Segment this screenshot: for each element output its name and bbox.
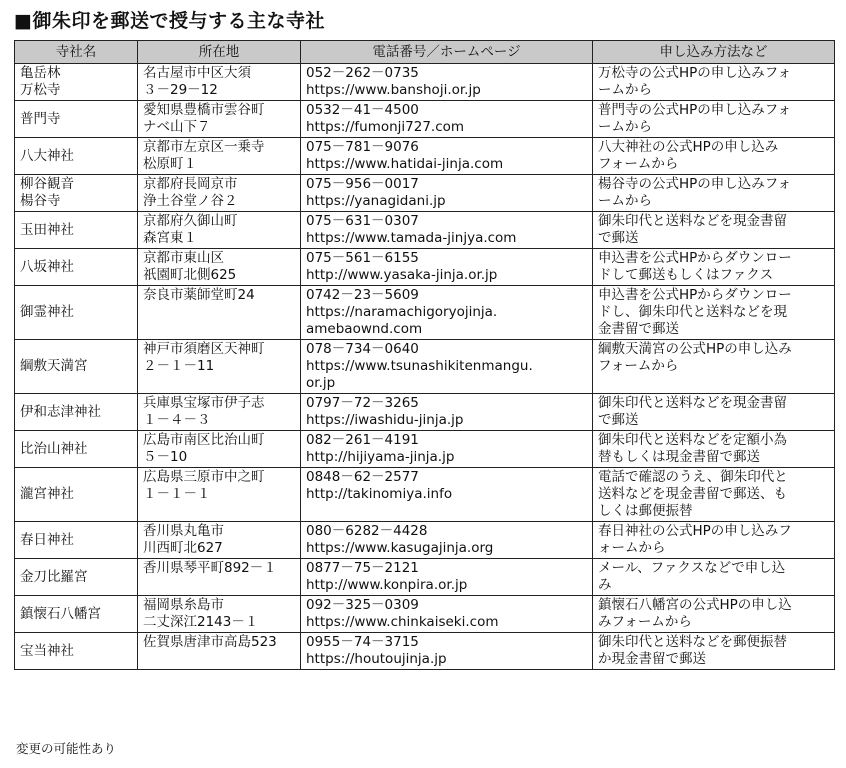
homepage-url-line: https://www.banshoji.or.jp xyxy=(306,82,481,98)
shrine-name-line: 御霊神社 xyxy=(20,304,74,320)
phone-number: 075－561－6155 xyxy=(306,250,419,266)
table-row xyxy=(15,468,835,522)
address-line: ５－10 xyxy=(143,449,188,465)
shrine-name-line: 八大神社 xyxy=(20,147,74,164)
cell-address xyxy=(138,286,301,340)
method-line: 御朱印代と送料などを定額小為 xyxy=(598,432,787,448)
shrine-name-line: 柳谷観音 xyxy=(20,176,74,192)
shrine-name-line: 楊谷寺 xyxy=(20,193,61,209)
method-line: 綱敷天満宮の公式HPの申し込み xyxy=(598,341,792,357)
table-row xyxy=(15,596,835,633)
address-line: 愛知県豊橋市雲谷町 xyxy=(143,102,265,118)
address-line: 兵庫県宝塚市伊子志 xyxy=(143,395,265,411)
cell-address xyxy=(138,138,301,175)
address-line: 佐賀県唐津市高島523 xyxy=(143,634,277,650)
shrine-name-line: 八坂神社 xyxy=(20,258,74,275)
method-line: 春日神社の公式HPの申し込みフ xyxy=(598,523,792,539)
header-row xyxy=(15,41,835,64)
table-row xyxy=(15,286,835,340)
method-line: 八大神社の公式HPの申し込み xyxy=(598,139,779,155)
homepage-url-line: https://fumonji727.com xyxy=(306,119,465,135)
table-row xyxy=(15,522,835,559)
phone-number: 075－956－0017 xyxy=(306,176,419,192)
phone-number: 0955－74－3715 xyxy=(306,634,419,650)
homepage-url-line: https://houtoujinja.jp xyxy=(306,651,447,667)
address-line: 京都府久御山町 xyxy=(143,213,238,229)
shrine-name-line: 瀧宮神社 xyxy=(20,486,74,502)
address-line: １－１－１ xyxy=(143,486,211,502)
cell-method xyxy=(593,431,835,468)
homepage-url-line: http://takinomiya.info xyxy=(306,486,453,502)
cell-address xyxy=(138,431,301,468)
header-name: 寺社名 xyxy=(15,41,138,64)
cell-method xyxy=(593,212,835,249)
phone-number: 0848－62－2577 xyxy=(306,469,419,485)
cell-method xyxy=(593,522,835,559)
table-row xyxy=(15,175,835,212)
footnote: 変更の可能性あり xyxy=(16,741,117,756)
phone-number: 092－325－0309 xyxy=(306,597,419,613)
cell-contact xyxy=(301,138,593,175)
homepage-url-line: or.jp xyxy=(306,375,336,391)
method-line: ドして郵送もしくはファクス xyxy=(598,267,774,283)
cell-address xyxy=(138,175,301,212)
cell-address xyxy=(138,468,301,522)
cell-method xyxy=(593,340,835,394)
cell-address xyxy=(138,633,301,670)
address-line: １－４－３ xyxy=(143,412,211,428)
shrine-name-line: 金刀比羅宮 xyxy=(20,568,88,585)
cell-address xyxy=(138,340,301,394)
cell-address xyxy=(138,559,301,596)
cell-name xyxy=(15,633,138,670)
cell-contact xyxy=(301,431,593,468)
cell-name xyxy=(15,249,138,286)
address-line: 浄土谷堂ノ谷２ xyxy=(143,193,238,209)
phone-number: 080－6282－4428 xyxy=(306,523,428,539)
shrine-name-line: 万松寺 xyxy=(20,82,61,98)
cell-address xyxy=(138,212,301,249)
method-line: で郵送 xyxy=(598,412,639,428)
cell-name xyxy=(15,559,138,596)
cell-method xyxy=(593,394,835,431)
cell-name xyxy=(15,394,138,431)
address-line: 京都市左京区一乗寺 xyxy=(143,139,265,155)
homepage-url-line: https://www.chinkaiseki.com xyxy=(306,614,499,630)
address-line: 奈良市薬師堂町24 xyxy=(143,287,255,303)
method-line: ォームから xyxy=(598,540,666,556)
homepage-url-line: amebaownd.com xyxy=(306,321,423,337)
cell-name xyxy=(15,101,138,138)
table-body xyxy=(15,64,835,670)
method-line: 御朱印代と送料などを現金書留 xyxy=(598,395,787,411)
table-row xyxy=(15,212,835,249)
cell-name xyxy=(15,138,138,175)
address-line: 川西町北627 xyxy=(143,540,223,556)
cell-contact xyxy=(301,522,593,559)
address-line: 名古屋市中区大須 xyxy=(143,65,251,81)
homepage-url-line: https://www.tamada-jinjya.com xyxy=(306,230,517,246)
cell-name xyxy=(15,64,138,101)
cell-address xyxy=(138,64,301,101)
address-line: 神戸市須磨区天神町 xyxy=(143,341,265,357)
cell-method xyxy=(593,286,835,340)
cell-address xyxy=(138,249,301,286)
phone-number: 0797－72－3265 xyxy=(306,395,419,411)
cell-contact xyxy=(301,175,593,212)
method-line: ドし、御朱印代と送料などを現 xyxy=(598,304,787,320)
table-row xyxy=(15,138,835,175)
table-row xyxy=(15,633,835,670)
shrine-table xyxy=(14,40,835,670)
method-line: みフォームから xyxy=(598,614,692,630)
shrine-name-line: 宝当神社 xyxy=(20,642,74,659)
homepage-url-line: https://iwashidu-jinja.jp xyxy=(306,412,464,428)
cell-method xyxy=(593,64,835,101)
address-line: 福岡県糸島市 xyxy=(143,597,224,613)
method-line: 電話で確認のうえ、御朱印代と xyxy=(598,469,788,485)
table-row xyxy=(15,340,835,394)
table-row xyxy=(15,559,835,596)
table-title: ■御朱印を郵送で授与する主な寺社 xyxy=(14,10,325,32)
method-line: フォームから xyxy=(598,156,679,172)
method-line: 普門寺の公式HPの申し込みフォ xyxy=(598,102,792,118)
homepage-url-line: https://www.tsunashikitenmangu. xyxy=(306,358,533,374)
cell-name xyxy=(15,286,138,340)
cell-contact xyxy=(301,249,593,286)
method-line: か現金書留で郵送 xyxy=(598,651,706,667)
method-line: 替もしくは現金書留で郵送 xyxy=(598,449,760,465)
phone-number: 075－781－9076 xyxy=(306,139,419,155)
cell-contact xyxy=(301,340,593,394)
cell-name xyxy=(15,431,138,468)
cell-contact xyxy=(301,394,593,431)
header-method: 申し込み方法など xyxy=(593,41,835,64)
cell-contact xyxy=(301,64,593,101)
header-contact: 電話番号／ホームページ xyxy=(301,41,593,64)
cell-contact xyxy=(301,559,593,596)
address-line: ナベ山下７ xyxy=(143,119,211,135)
method-line: 万松寺の公式HPの申し込みフォ xyxy=(598,65,792,81)
address-line: 祇園町北側625 xyxy=(143,267,237,283)
phone-number: 0532－41－4500 xyxy=(306,102,419,118)
method-line: 申込書を公式HPからダウンロー xyxy=(598,250,792,266)
cell-contact xyxy=(301,596,593,633)
cell-method xyxy=(593,596,835,633)
method-line: で郵送 xyxy=(598,230,639,246)
cell-method xyxy=(593,101,835,138)
address-line: 森宮東１ xyxy=(143,230,197,246)
cell-address xyxy=(138,522,301,559)
method-line: メール、ファクスなどで申し込 xyxy=(598,560,786,576)
homepage-url-line: http://www.yasaka-jinja.or.jp xyxy=(306,267,498,283)
table-row xyxy=(15,431,835,468)
cell-method xyxy=(593,138,835,175)
shrine-name-line: 綱敷天満宮 xyxy=(20,358,88,374)
shrine-name-line: 普門寺 xyxy=(20,110,61,127)
cell-name xyxy=(15,340,138,394)
address-line: 香川県琴平町892－１ xyxy=(143,560,277,576)
method-line: 金書留で郵送 xyxy=(598,321,679,337)
address-line: 広島市南区比治山町 xyxy=(143,432,265,448)
cell-method xyxy=(593,249,835,286)
cell-contact xyxy=(301,101,593,138)
address-line: 京都市東山区 xyxy=(143,250,224,266)
homepage-url-line: https://yanagidani.jp xyxy=(306,193,446,209)
homepage-url-line: https://www.hatidai-jinja.com xyxy=(306,156,504,172)
phone-number: 052－262－0735 xyxy=(306,65,419,81)
homepage-url-line: https://www.kasugajinja.org xyxy=(306,540,494,556)
cell-name xyxy=(15,212,138,249)
address-line: 京都府長岡京市 xyxy=(143,176,238,192)
method-line: 鎮懐石八幡宮の公式HPの申し込 xyxy=(598,597,792,613)
cell-contact xyxy=(301,468,593,522)
method-line: ームから xyxy=(598,82,652,98)
cell-name xyxy=(15,522,138,559)
phone-number: 078－734－0640 xyxy=(306,341,419,357)
cell-contact xyxy=(301,633,593,670)
shrine-name-line: 玉田神社 xyxy=(20,221,74,238)
cell-address xyxy=(138,101,301,138)
phone-number: 082－261－4191 xyxy=(306,432,419,448)
cell-address xyxy=(138,596,301,633)
cell-contact xyxy=(301,212,593,249)
method-line: み xyxy=(598,577,612,593)
method-line: ームから xyxy=(598,119,652,135)
cell-method xyxy=(593,175,835,212)
table-row xyxy=(15,101,835,138)
cell-method xyxy=(593,559,835,596)
shrine-name-line: 鎮懐石八幡宮 xyxy=(20,605,101,622)
address-line: 松原町１ xyxy=(143,156,197,172)
cell-name xyxy=(15,175,138,212)
address-line: 二丈深江2143－１ xyxy=(143,614,259,630)
shrine-name-line: 亀岳林 xyxy=(20,65,61,81)
header-address: 所在地 xyxy=(138,41,301,64)
phone-number: 0742－23－5609 xyxy=(306,287,419,303)
method-line: 楊谷寺の公式HPの申し込みフォ xyxy=(598,176,792,192)
shrine-name-line: 伊和志津神社 xyxy=(20,403,101,420)
shrine-name-line: 比治山神社 xyxy=(20,440,88,457)
method-line: 申込書を公式HPからダウンロー xyxy=(598,287,792,303)
cell-method xyxy=(593,468,835,522)
phone-number: 0877－75－2121 xyxy=(306,560,419,576)
phone-number: 075－631－0307 xyxy=(306,213,419,229)
method-line: 御朱印代と送料などを現金書留 xyxy=(598,213,787,229)
homepage-url-line: https://naramachigoryojinja. xyxy=(306,304,498,320)
address-line: ２－１－11 xyxy=(143,358,215,374)
method-line: 送料などを現金書留で郵送、も xyxy=(598,486,787,502)
cell-address xyxy=(138,394,301,431)
method-line: ームから xyxy=(598,193,652,209)
homepage-url-line: http://www.konpira.or.jp xyxy=(306,577,468,593)
cell-name xyxy=(15,596,138,633)
address-line: ３－29－12 xyxy=(143,82,218,98)
table-row xyxy=(15,394,835,431)
cell-contact xyxy=(301,286,593,340)
shrine-name-line: 春日神社 xyxy=(20,531,74,548)
cell-name xyxy=(15,468,138,522)
address-line: 広島県三原市中之町 xyxy=(143,469,265,485)
method-line: フォームから xyxy=(598,358,679,374)
method-line: しくは郵便振替 xyxy=(598,503,693,519)
address-line: 香川県丸亀市 xyxy=(143,523,224,539)
cell-method xyxy=(593,633,835,670)
table-row xyxy=(15,249,835,286)
method-line: 御朱印代と送料などを郵便振替 xyxy=(598,634,787,650)
table-row xyxy=(15,64,835,101)
homepage-url-line: http://hijiyama-jinja.jp xyxy=(306,449,455,465)
